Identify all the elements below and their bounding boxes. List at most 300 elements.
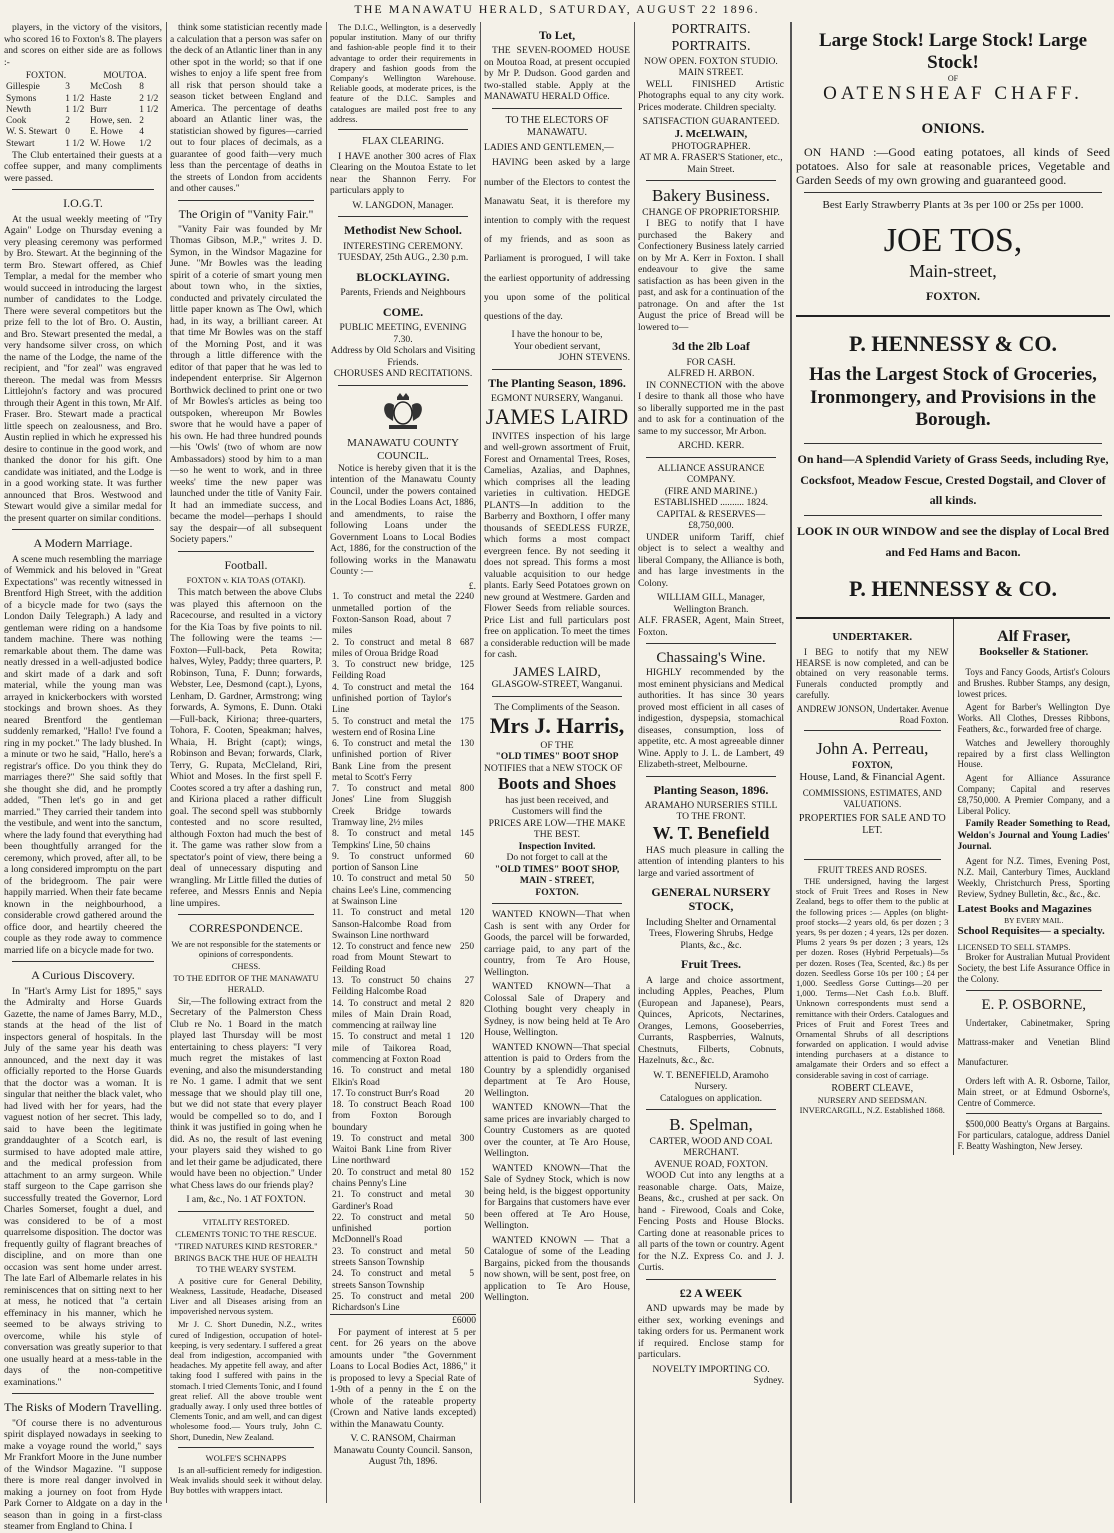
fraser-text: Toys and Fancy Goods, Artist's Colours and Brushes. Rubber Stamps, any design, lowest prices.: [957, 666, 1110, 699]
fraser-stationer-line: AT MR A. FRASER'S Stationer, etc., Main Street.: [639, 152, 783, 175]
fraser-agent: ALF. FRASER, Agent, Main Street, Foxton.: [638, 615, 784, 638]
table-row: [330, 908, 476, 942]
compliments-line: The Compliments of the Season.: [494, 701, 620, 713]
bottom-ads: [796, 619, 1110, 1155]
family-reader: Family Reader Something to Read, Weldon's Journal and Young Ladies' Journal.: [957, 819, 1110, 853]
work-amount: 60: [464, 851, 474, 862]
table-row: [330, 1292, 476, 1315]
cell: McCosh: [89, 82, 122, 93]
table-row: [330, 1269, 476, 1292]
table-row: [4, 139, 162, 150]
match-intro: players, in the victory of the visitors, who scored 16 to Foxton's 8. The players and scores on either side are as follows :-: [4, 22, 162, 68]
stevens-sign: JOHN STEVENS.: [558, 352, 630, 364]
work-description: 16. To construct and metal Elkin's Road: [332, 1066, 452, 1088]
wanted-ad: WANTED KNOWN—That the Sale of Sydney Stock, which is now being held, is the biggest opportunity for Bargains that customers have ever been offered at Te Aro House, Wellington.: [484, 1162, 630, 1232]
cell: Newth: [6, 104, 31, 115]
benefield-sign: W. T. BENEFIELD, Aramoho Nursery.: [653, 1069, 769, 1093]
flax-sign: W. LANGDON, Manager.: [352, 199, 454, 211]
work-description: 18. To construct Beach Road from Foxton Borough boundary: [332, 1100, 452, 1133]
correspondence-heading: CORRESPONDENCE.: [189, 921, 303, 936]
work-description: 21. To construct and metal Gardiner's Road: [332, 1190, 452, 1212]
column-3: [330, 22, 476, 1505]
work-amount: 130: [459, 739, 474, 750]
divider: [796, 315, 1110, 317]
divider: [966, 990, 1103, 991]
carter-line: CARTER, WOOD AND COAL MERCHANT.: [649, 1135, 773, 1159]
work-amount: 125: [459, 660, 474, 671]
laird-name: JAMES LAIRD: [485, 404, 629, 430]
table-row: [330, 683, 476, 717]
bakery-text: I BEG to notify that I have purchased the Bakery and Confectionery Business lately carried on by Mr A. Kerr in Foxton. I shall endeavour to give the same satisfaction as has been given in the past, and ask for a continuation of the patronage. On and after the 1st August the price of Bread will be lowered to—: [638, 218, 784, 333]
travel-article: "Of course there is no adventurous spirit displayed nowadays in seeking to make a voyage round the world," says Mr Frankfort Moore in the June number of the Windsor Magazine. "I suppose there is more real danger involved in making a journey on foot from Hyde Park Corner to Aldgate on a day in the season than in going in a first-class steamer from England to China. I: [4, 1417, 162, 1533]
received-line: has just been received, and Customers will find the: [505, 794, 609, 818]
iogt-article: At the usual weekly meeting of "Try Again" Lodge on Thursday evening a very pleasing ceremony was performed by Bro. Stewart. At the beginning of the term Bro. Stewart offered, as Chief Templar, a medal for the member who would succeed in introducing the largest number of candidates to the Lodge. There were several competitors but the prize fell to the lot of Bro. O. Austin, and Bro. Stewart presented the medal, a very handsome silver cross, on which the name of the Lodge, the name of the recipient, and "for zeal" was engraved thereon. The medal was from Messrs Littlejohn's factory and was procured through their Agent in this town, Mr Alf. Fraser. Bro. Stewart made a practical little speech on zealousness, and Bro. Austin replied in which he expressed his desire to continue in the good work, and thanked the donor for his gift. One candidate was initiated, and the Lodge is in a good working state. It was further announced that Bros. Westwood and Stewart would give a similar medal for the present quarter on similar conditions.: [4, 213, 162, 524]
work-amount: 175: [459, 716, 474, 727]
table-row: [330, 1032, 476, 1066]
kerr-sign: ARCHD. KERR.: [677, 440, 745, 452]
vanity-fair-heading: The Origin of "Vanity Fair.": [178, 206, 314, 221]
correspondence-note: We are not responsible for the statements or opinions of correspondents.: [171, 938, 321, 960]
hearse-text: I BEG to notify that my NEW HEARSE is now completed, and can be obtained on very reasonable terms. Funerals conducted promptly and carefully.: [796, 646, 949, 700]
table-row: [330, 976, 476, 999]
column-4: [484, 22, 630, 1505]
school-line: School Requisites— a specialty.: [957, 924, 1105, 937]
cell: Howe, sen.: [89, 116, 132, 127]
table-row: [330, 874, 476, 908]
agent-papers: Agent for N.Z. Times, Evening Post, N.Z. Mail, Canterbury Times, Auckland Weekly, Christchurch Press, Sporting Review, Sydney Bulletin, &c., &c., &c.: [957, 856, 1110, 899]
tolet-heading: To Let,: [538, 28, 576, 42]
week-heading: £2 A WEEK: [679, 1285, 743, 1300]
cell: W. S. Stewart: [6, 127, 58, 138]
joetos-town: FOXTON.: [925, 289, 981, 304]
commissions-line: COMMISSIONS, ESTIMATES, AND VALUATIONS.: [802, 787, 942, 809]
table-row: [330, 1247, 476, 1270]
column-rule: [790, 22, 792, 1503]
latest-books: Latest Books and Magazines: [957, 902, 1092, 915]
onions-heading: ONIONS.: [921, 121, 985, 138]
mail-line: BY EVERY MAIL.: [1004, 915, 1064, 925]
stock-heading: Large Stock! Large Stock! Large Stock!: [818, 30, 1088, 73]
cell: 2 1/2: [139, 93, 159, 104]
work-description: 7. To construct and metal Jones' Line from Sluggish Creek Bridge towards Tramway line, 2½ miles: [332, 784, 452, 829]
divider: [178, 1447, 314, 1448]
chess-sign: I am, &c., No. 1 AT FOXTON.: [186, 1194, 306, 1206]
kerr-text: IN CONNECTION with the above I desire to thank all those who have so liberally supported me in the past and to ask for a continuation of the same to my successor, Mr Arbon.: [638, 379, 784, 437]
divider: [804, 192, 1102, 193]
table-row: [4, 94, 162, 105]
work-description: 8. To construct and metal Tempkins' Line, 50 chains: [332, 829, 452, 851]
oaten-heading: OATENSHEAF CHAFF.: [823, 83, 1083, 105]
servant-line: Your obedient servant,: [513, 340, 601, 352]
cell: 1 1/2: [65, 104, 85, 115]
capital-line: CAPITAL & RESERVES— £8,750,000.: [656, 508, 766, 532]
tired-line: "TIRED NATURES KIND RESTORER.": [174, 1241, 318, 1252]
table-row: [330, 717, 476, 740]
score-head-moutoa: MOUTOA.: [103, 71, 147, 81]
novelty-line: NOVELTY IMPORTING CO.: [652, 1363, 770, 1375]
aramaho-line: ARAMAHO NURSERIES STILL TO THE FRONT.: [644, 799, 778, 823]
table-row: [330, 1213, 476, 1247]
table-row: [330, 852, 476, 875]
column-rule: [326, 22, 327, 1503]
table-row: [330, 592, 476, 637]
football-heading: Football.: [224, 557, 268, 572]
divider: [178, 914, 314, 915]
cell: 8: [139, 82, 144, 93]
wanted-ad: WANTED KNOWN — That a Catalogue of some of the Leading Bargains, picked from the thousands now shown, will be sent, post free, on application to Te Aro House, Wellington.: [484, 1234, 630, 1304]
week-text: AND upwards may be made by either sex, working evenings and taking orders for us. Permanent work if required. Enclose stamp for particulars.: [638, 1303, 784, 1360]
divider: [12, 189, 154, 190]
work-amount: 180: [459, 1066, 474, 1077]
chassaing-text: HIGHLY recommended by the most eminent physicians and Medical authorities. It has since 30 years proved most efficient in all cases of indigestion, dyspepsia, stomachical diseases, consumption, loss of appetite, etc. A most agreeable dinner Wine. Apply to J. L. de Lambert, 49 Elizabeth-street, Melbourne.: [638, 667, 784, 771]
work-description: 25. To construct and metal Richardson's Line: [332, 1291, 452, 1314]
cell: Haste: [89, 93, 112, 104]
dic-ad: The D.I.C., Wellington, is a deservedly popular institution. Many of our thrifty and fashion-able people find it to their advantage to order their requirements in drapery and fashion goods from the Company's Wellington Warehouse. Reliable goods, at moderate prices, is the feature of the D.I.C. Samples and catalogues are mailed post free to any address.: [330, 22, 476, 124]
cell: 4: [139, 127, 144, 138]
discovery-heading: A Curious Discovery.: [31, 968, 135, 983]
testimonial: Mr J. C. Short Dunedin, N.Z., writes cured of Indigestion, occupation of hotel-keeping, is very sedentary. I suffered a great deal from indigestion, accompanied with headaches. My appetite fell away, and after taking food I suffered with pains in the stomach. I tried Clements Tonic, and I found great relief. All the above trouble went gradually away. I only used three bottles of Clements Tonic, and am well, and can digest wholesome food.— Yours truly, John C. Short, Dunedin, New Zealand.: [170, 1319, 322, 1442]
marriage-heading: A Modern Marriage.: [33, 536, 133, 551]
wanted-ad: WANTED KNOWN—That a Colossal Sale of Drapery and Clothing bought very cheaply in Sydney, is now being held at Te Aro House, Wellington.: [484, 981, 630, 1039]
football-article: This match between the above Clubs was played this afternoon on the Racecourse, and resulted in a victory for the Kia Toas by five points to nil. The following were the teams :— Foxton—Full-back, Peta Rowita; halves, Wyley, Paddy; three quarters, P. Robinson, Tuna, F. Dunn; forwards, Webster, Lee, Desmond (capt.), Lyons, Lenham, D. Gardner, Armstrong; wing forwards, A. Symons, E. Dunn. Otaki—Full-back, Kiriona; three-quarters, Tohora, F. Cooten, Speakman; halves, Whaia, H. Bright (capt); wings, Robinson and Bevan; forwards, Clark, Terry, G. Rupata, McCleland, Riri, Whiot and Moses. In the first spell F. Cootes scored a try after a dashing run, and Kiriona placed a rather difficult goal. The second spell was stubbornly contested and no score resulted, although Foxton had much the best of it. The game was rather slow from a spectator's point of view, there being a deal of unnecessary disputing and wrangling. Mr Little filled the duties of referee, and Messrs Ennis and Nepia line umpires.: [170, 587, 322, 909]
tolet-text: THE SEVEN-ROOMED HOUSE on Moutoa Road, at present occupied by Mr P. Dudson. Good garden and two-stalled stable. Apply at the MANAWATU HERALD Office.: [484, 45, 630, 103]
column-1: [4, 22, 162, 1533]
royal-crest-icon: [373, 391, 433, 433]
prices-line: PRICES ARE LOW—THE MAKE THE BEST.: [488, 817, 626, 841]
blocklaying: BLOCKLAYING.: [356, 269, 450, 284]
fraser-name: Alf Fraser,: [997, 627, 1071, 645]
benefield-text: HAS much pleasure in calling the attention of intending planters to his large and varied assortment of: [638, 844, 784, 879]
planting96-heading: Planting Season, 1896.: [653, 782, 769, 797]
ofthe-line: OF THE: [540, 739, 574, 751]
mcelwain-name: J. McELWAIN,: [674, 127, 748, 140]
column-6: [796, 22, 1110, 1505]
score-head-row: [4, 71, 162, 82]
travel-cont: think some statistician recently made a calculation that a person was safer on the deck of an Atlantic liner than in any other spot in the world; so that if one wishes to enjoy a life spent free from all risk that person should take a season ticket between England and America. The percentage of deaths aboard an Atlantic liner was, the statistician showed by figures—carried out to four places of decimals, as a guarantee of good faith—very much less than the percentage of deaths in the streets of London from accidents and other causes.": [170, 22, 322, 194]
established-line: ESTABLISHED .......... 1824.: [653, 497, 769, 509]
benefield-name: W. T. Benefield: [652, 822, 770, 843]
bottom-right: [958, 619, 1111, 1155]
cleave-name: ROBERT CLEAVE,: [831, 1082, 914, 1094]
discovery-article: In "Hart's Army List for 1895," says the Admiralty and Horse Guards Gazette, the name of James Barry, M.D., stands at the head of the list of inspectors general of hospitals. In the July of the same year his death was announced, and the next day it was officially reported to the Horse Guards that the doctor was a woman. It is singular that neither the black valet, who had lived with her for years, had the vaguest notion of her secret. This lady, said to have been the legitimate granddaughter of a Scotch earl, is surmised to have adopted male attire, and the medical profession from attachment to an army surgeon. While staff surgeon to the Cape garrison she successfully treated the Governor, Lord Charles Somerset, fought a duel, and was considered to be of a most quarrelsome disposition. The doctor was frequently guilty of flagrant breaches of discipline, and on more than one occasion was sent home under arrest. The late Earl of Albemarle relates in his reminiscences that on sitting next to her at mess, he noticed that "a certain effeminacy in his manner, which he seemed to be always striving to overcome, while his style of conversation was greatly superior to that one usually heard at a mess-table in the days of the non-competitive examinations.": [4, 985, 162, 1388]
table-row: [330, 999, 476, 1033]
work-description: 1. To construct and metal the unmetalled portion of the Foxton-Sanson Road, about 7 miles: [332, 592, 452, 637]
divider: [646, 1279, 776, 1280]
travel-heading: The Risks of Modern Travelling.: [4, 1400, 162, 1415]
osborne-text: Undertaker, Cabinetmaker, Spring Mattrass-maker and Venetian Blind Manufacturer.: [957, 1017, 1110, 1068]
work-amount: 100: [459, 1100, 474, 1111]
joetos-street: Main-street,: [909, 261, 997, 282]
sydney-line: Sydney.: [753, 1375, 784, 1386]
wanted-ad: WANTED KNOWN—That special attention is paid to Orders from the Country by a splendidly organised department at Te Aro House, Wellington.: [484, 1041, 630, 1099]
cell: 1/2: [139, 138, 152, 149]
divider: [492, 903, 622, 904]
chassaing-heading: Chassaing's Wine.: [656, 650, 766, 667]
photographer-line: PHOTOGRAPHER.: [671, 140, 751, 152]
perreau-name: John A. Perreau,: [816, 739, 929, 759]
work-amount: 164: [459, 682, 474, 693]
properties-line: PROPERTIES FOR SALE AND TO LET.: [798, 813, 946, 837]
divider: [12, 961, 154, 962]
chess-heading: CHESS.: [231, 961, 261, 972]
divider: [804, 730, 941, 731]
divider: [178, 551, 314, 552]
methodist-public: PUBLIC MEETING, EVENING 7.30.: [339, 322, 467, 345]
iogt-heading: I.O.G.T.: [63, 196, 103, 211]
table-row: [4, 116, 162, 127]
beatty-ad: $500,000 Beatty's Organs at Bargains. For particulars, catalogue, address Daniel F. Beatty Washington, New Jersey.: [957, 1119, 1110, 1151]
divider: [646, 1109, 776, 1110]
cell: 1 1/2: [65, 93, 85, 104]
vanity-fair-article: "Vanity Fair was founded by Mr Thomas Gibson, M.P.," writes J. D. Symon, in the Windsor Magazine for June. "Mr Bowles was the leading spirit of a coterie of smart young men about town who, in the sixties, conducted and privately circulated the little paper known as The Owl, which had, in its way, a brilliant career. At that time Mr Bowles was on the staff of the Morning Post, and it was through a little difference with the editor of that paper that he was led to independent enterprise. Sir Algernon Borthwick declined to print one or two of Mr Bowles's articles as being too outspoken, whereupon Mr Bowles swore that he would have a paper of his own. He had three hundred pounds—his 'Owls' (two of whom are now Ambassadors) stood by him to a man—so he went to work, and in three weeks' time the new paper was launched under the title of Vanity Fair. It had an immediate success, and became the model—perhaps I should say the despair—of all subsequent Society papers.": [170, 223, 322, 546]
pound-header: £.: [468, 580, 476, 592]
joetos-name: JOE TOS,: [883, 221, 1023, 259]
divider: [338, 385, 468, 386]
divider: [804, 443, 1102, 444]
table-row: [330, 1168, 476, 1191]
score-head-foxton: FOXTON.: [25, 71, 67, 81]
cleave-info: NURSERY AND SEEDSMAN. INVERCARGILL, N.Z. Established 1868.: [799, 1094, 945, 1116]
column-2: [170, 22, 322, 1505]
undertaker-heading: UNDERTAKER.: [832, 630, 913, 643]
work-amount: 30: [464, 1190, 474, 1201]
divider: [12, 529, 154, 530]
jonson-sign: ANDREW JONSON, Undertaker. Avenue Road Foxton.: [796, 703, 949, 725]
agent-dye: Agent for Barber's Wellington Dye Works. All Clothes, Dresses Ribbons, Feathers, &c., forwarded free of charge.: [957, 702, 1110, 734]
table-row: [330, 1089, 476, 1100]
bookseller-line: Bookseller & Stationer.: [979, 645, 1089, 658]
bakery-heading: Bakery Business.: [651, 186, 771, 206]
fruit-text: A large and choice assortment, including Apples, Peaches, Plum (European and Japanese), Pears, Quinces, Apricots, Nectarines, Oranges, Lemons, Gooseberries, Currants, Raspberries, Walnuts, Chestnuts, Filberts, Cobnuts, Hazelnuts, &c., &c.: [638, 974, 784, 1067]
table-row: [330, 660, 476, 683]
including-line: Including Shelter and Ornamental Trees, Flowering Shrubs, Hedge Plants, &c., &c.: [645, 916, 777, 951]
wanted-ad: WANTED KNOWN—That the same prices are invariably charged to Country Customers as are quoted over the counter, at Te Aro House, Wellington.: [484, 1102, 630, 1160]
cell: 2: [65, 116, 70, 127]
mainst-line: MAIN - STREET,: [519, 875, 595, 887]
onhand-text: ON HAND :—Good eating potatoes, all kinds of Seed potatoes. Also for sale at reasonable prices, Vegetable and Garden Seeds of my own growing and guaranteed good.: [796, 145, 1110, 187]
football-sub: FOXTON v. KIA TOAS (OTAKI).: [186, 575, 306, 586]
methodist-sub: INTERESTING CEREMONY.: [343, 240, 463, 252]
work-description: 14. To construct and metal 2 miles of Main Drain Road, commencing at railway line: [332, 998, 452, 1032]
alliance-heading: ALLIANCE ASSURANCE COMPANY.: [657, 462, 765, 486]
column-rule: [634, 22, 635, 1503]
divider: [12, 1393, 154, 1394]
wolfe-heading: WOLFE'S SCHNAPPS: [205, 1452, 287, 1463]
work-amount: 2240: [455, 592, 474, 603]
cell: 1 1/2: [65, 138, 85, 149]
wood-text: WOOD Cut into any lengths at a reasonable charge. Oats, Maize, Beans, &c., crushed at per sack. On hand - Firewood, Coals and Coke, Fencing Posts and House Blocks. Carting done at reasonable prices to all parts of the town or country. Agent for the N.Z. Express Co. and J. J. Curtis.: [638, 1170, 784, 1274]
work-amount: 687: [459, 637, 474, 648]
cell: Stewart: [6, 138, 35, 149]
work-description: 20. To construct and metal 80 chains Penny's Line: [332, 1167, 452, 1190]
clements-line: CLEMENTS TONIC TO THE RESCUE.: [175, 1228, 317, 1239]
work-amount: 200: [459, 1291, 474, 1302]
methodist-date: TUESDAY, 25th AUG., 2.30 p.m.: [337, 252, 469, 264]
oldtimes2-line: "OLD TIMES" BOOT SHOP,: [494, 863, 620, 875]
work-amount: 20: [464, 1088, 474, 1099]
methodist-chorus: CHORUSES AND RECITATIONS.: [333, 368, 473, 380]
perreau-town: FOXTON,: [851, 759, 893, 770]
marriage-article: A scene much resembling the marriage of Wemmick and his beloved in "Great Expectations" was recently witnessed in Brentford High Street, with the addition of a bicycle made for two (says the London Daily Telegraph.) A lady and gentleman were riding on a handsome tandem machine. There was nothing remarkable about them. The dame was neatly dressed in a well-adjusted bodice and skirt made of a dark and soft material, while the young man was arrayed in knickerbockers with worsted stockings and brown shoes. As they neared Brentford the gentleman suddenly remarked, "Hallo! I've found a ring in my pocket." The lady blushed. In a minute or two he said, "Hallo, here's a registrar's office. Do you think they do marriages there?" She said softly that she thought she did, and he promptly added, "Then let's go in and get married." They carried their tandem into the vestibule, and went into the sanctum, where the lady found that everything had been thoughtfully arranged for the ceremony, which proved, after all, to be a long considered impromptu on the part of the bridegroom. The pair were happily married. When their fate became known in the neighbourhood, a considerable crowd gathered around the office door, and heartily cheered the couple as they rode away to commence married life on a bicycle made for two.: [4, 553, 162, 956]
cell: 2: [139, 116, 144, 127]
arbon-sign: ALFRED H. ARBON.: [667, 368, 755, 380]
divider: [966, 1113, 1103, 1114]
divider: [646, 643, 776, 644]
hennessy-name: P. HENNESSY & CO.: [848, 331, 1058, 357]
hennessy-name-2: P. HENNESSY & CO.: [848, 576, 1058, 602]
watches-text: Watches and Jewellery thoroughly repaired by a first class Wellington House.: [957, 737, 1110, 770]
column-rule: [480, 22, 481, 1503]
table-row: [330, 739, 476, 784]
table-row: [330, 784, 476, 829]
work-amount: 50: [464, 1246, 474, 1257]
seeds-text: On hand—A Splendid Variety of Grass Seeds, including Rye, Cocksfoot, Meadow Fescue, Crested Dogstail, and Clover of all kinds.: [797, 452, 1109, 507]
cell: E. Howe: [89, 127, 123, 138]
work-description: 5. To construct and metal the western end of Rosina Line: [332, 716, 452, 738]
methodist-address: Address by Old Scholars and Visiting Friends.: [330, 345, 476, 368]
masthead: THE MANAWATU HERALD, SATURDAY, AUGUST 22 1896.: [354, 2, 760, 16]
notifies-line: NOTIFIES that a NEW STOCK OF: [484, 762, 623, 774]
avenue-line: AVENUE ROAD, FOXTON.: [654, 1158, 768, 1170]
council-notice: Notice is hereby given that it is the intention of the Manawatu County Council, under the powers contained in the Local Bodies Loans Act, 1886, and amendments, to raise the following Loans under the Government Loans to Local Bodies Act, 1886, for the construction of the following works in the Manawatu County :—: [330, 462, 476, 578]
forget-line: Do not forget to call at the: [506, 852, 608, 864]
council-sign: V. C. RANSOM, Chairman Manawatu County Council. Sanson, August 7th, 1896.: [333, 1433, 473, 1468]
work-description: 23. To construct and metal streets Sanson Township: [332, 1246, 452, 1269]
methodist-come: COME.: [382, 304, 424, 319]
works-table: [330, 592, 476, 1314]
work-description: 15. To construct and metal 1 mile of Taikorea Road, commencing at Foxton Road: [332, 1032, 452, 1065]
work-amount: 820: [459, 998, 474, 1009]
divider: [178, 200, 314, 201]
oldtimes-line: "OLD TIMES" BOOT SHOP: [495, 751, 619, 763]
table-row: [4, 127, 162, 138]
catalogues-line: Catalogues on application.: [659, 1092, 763, 1104]
orders-text: Orders left with A. R. Osborne, Tailor, Main street, or at Edmund Osborne's, Centre of Commerce.: [957, 1076, 1110, 1108]
divider: [178, 1211, 314, 1212]
work-amount: 152: [459, 1167, 474, 1178]
spelman-name: B. Spelman,: [669, 1115, 753, 1135]
osborne-name: E. P. OSBORNE,: [981, 996, 1087, 1013]
chess-letter: Sir,—The following extract from the Secretary of the Palmerston Chess Club re No. 1 Board in the match played last Thursday will be most entertaining to chess players: "I very much regret the mistakes of last evening, and also the misunderstanding re No. 1 game. I admit that we sent message that we should play till one, but we did not state that every player would be compelled so to do, and I think it was justified in going when he did. As no, the result of last evening your players said they wished to go and let their game be adjudicated, there would have been no objection." Under what Chess laws do our friends play?: [170, 995, 322, 1191]
table-row: [330, 1134, 476, 1168]
work-description: 11. To construct and metal Sanson-Halcombe Road from Swainson Line northward: [332, 908, 452, 941]
strawberry-line: Best Early Strawberry Plants at 3s per 100 or 25s per 1000.: [822, 199, 1084, 212]
work-description: 4. To construct and metal the unfinished portion of Taylor's Line: [332, 682, 452, 716]
column-5: [638, 22, 784, 1505]
foxton-line: FOXTON.: [535, 886, 579, 898]
work-description: 12. To construct and fence new road from Mount Stewart to Feilding Road: [332, 942, 452, 975]
change-line: CHANGE OF PROPRIETORSHIP.: [642, 206, 780, 218]
divider: [646, 180, 776, 181]
cell: Gillespie: [6, 82, 40, 93]
table-row: [4, 105, 162, 116]
table-row: [330, 1100, 476, 1134]
council-rate: For payment of interest at 5 per cent. for 26 years on the above amounts under "the Government Loans to Local Bodies Act, 1886," it is proposed to levy a Special Rate of 1-9th of a penny in the £ on the whole of the rateable property (Crown and Native lands excepted) within the Manawatu County.: [330, 1326, 476, 1430]
fire-line: (FIRE AND MARINE.): [664, 485, 758, 497]
methodist-heading: Methodist New School.: [344, 223, 462, 238]
divider: [646, 776, 776, 777]
work-description: 3. To construct new bridge, Feilding Road: [332, 660, 452, 682]
work-amount: 27: [464, 975, 474, 986]
vitality-heading: VITALITY RESTORED.: [202, 1216, 290, 1227]
broker-text: Broker for Australian Mutual Provident Society, the best Life Assurance Office in the Colony.: [957, 952, 1110, 984]
work-description: 13. To construct 50 chains Feilding Halcombe Road: [332, 975, 452, 998]
supper-text: The Club entertained their guests at a coffee supper, and many compliments were passed.: [4, 149, 162, 184]
harris-name: Mrs J. Harris,: [489, 713, 625, 739]
work-description: 19. To construct and metal Waitoi Bank Line from River Line northward: [332, 1133, 452, 1167]
inspection-line: Inspection Invited.: [518, 840, 596, 852]
table-row: [330, 1066, 476, 1089]
divider: [338, 216, 468, 217]
well-text: WELL FINISHED Artistic Photographs equal to any city work. Prices moderate. Children specialty.: [638, 78, 784, 113]
forcash-line: FOR CASH.: [686, 356, 736, 368]
studio-line: NOW OPEN. FOXTON STUDIO. MAIN STREET.: [644, 55, 778, 79]
work-description: 22. To construct and metal unfinished portion McDonnell's Road: [332, 1212, 452, 1246]
column-rule: [166, 22, 167, 1503]
brings-line: BRINGS BACK THE HUE OF HEALTH TO THE WEARY SYSTEM.: [174, 1253, 318, 1274]
general-stock: GENERAL NURSERY STOCK,: [651, 885, 771, 914]
work-amount: 120: [459, 908, 474, 919]
divider: [338, 129, 468, 130]
flax-heading: FLAX CLEARING.: [362, 135, 444, 147]
boots-heading: Boots and Shoes: [497, 774, 617, 794]
work-description: 10. To construct and metal 50 chains Lee's Line, commencing at Swainson Line: [332, 874, 452, 908]
cell: 0: [65, 127, 70, 138]
loaf-price: 3d the 2lb Loaf: [672, 339, 750, 354]
table-row: [330, 829, 476, 852]
bottom-left: [796, 619, 954, 1155]
work-description: 6. To construct and metal the unfinished portion of River Bank Line from the present metal to Scott's Ferry: [332, 739, 452, 783]
divider: [646, 457, 776, 458]
hennessy-largest: Has the Largest Stock of Groceries, Ironmongery, and Provisions in the Borough.: [809, 363, 1097, 431]
electors-text: HAVING been asked by a large number of the Electors to contest the Manawatu Seat, it is therefore my intention to comply with the request of my friends, and as soon as Parliament is prorogued, I will take the earliest opportunity of addressing you upon some of the political questions of the day.: [484, 157, 630, 322]
score-table: [4, 71, 162, 150]
work-description: 9. To construct unformed portion of Sanson Line: [332, 851, 452, 874]
satisfaction-line: SATISFACTION GUARANTEED.: [642, 116, 780, 128]
divider: [804, 859, 941, 860]
table-row: [330, 942, 476, 976]
cell: 1 1/2: [139, 104, 159, 115]
work-amount: 50: [464, 874, 474, 885]
portraits-heading: PORTRAITS. PORTRAITS.: [671, 22, 751, 54]
gill-sign: WILLIAM GILL, Manager, Wellington Branch.: [657, 592, 765, 615]
laird-sign: JAMES LAIRD,: [513, 663, 601, 679]
house-land-line: House, Land, & Financial Agent.: [799, 770, 946, 783]
methodist-parents: Parents, Friends and Neighbours: [340, 287, 466, 299]
cell: W. Howe: [89, 138, 126, 149]
work-amount: 800: [459, 784, 474, 795]
electors-heading: TO THE ELECTORS OF MANAWATU.: [505, 114, 609, 138]
laird-text: INVITES inspection of his large and well-grown assortment of Fruit, Forest and Ornamental Trees, Roses, Camelias, Azalias, and Daphnes, which comprises all the leading varieties in cultivation. HEDGE PLANTS—In addition to the Barberry and Boxthorn, I offer many thousands of SEEDLESS FURZE, which forms a most compact evergreen fence. By not seeding it does not spread. This forms a most valuable acquisition to our hedge plants. Early Seed Potatoes grown on new ground at Westmere. Garden and Flower Seeds from reliable sources. Price List and full particulars post free on application. To meet the times a considerable reduction will be made for cash.: [484, 430, 630, 661]
chess-to: TO THE EDITOR OF THE MANAWATU HERALD.: [173, 973, 319, 994]
divider: [804, 515, 1102, 516]
egmont-line: EGMONT NURSERY, Wanganui.: [491, 392, 623, 404]
table-row: [330, 1190, 476, 1213]
fruit-heading: Fruit Trees.: [681, 957, 741, 972]
glasgow-line: GLASGOW-STREET, Wanganui.: [491, 679, 623, 691]
work-amount: 120: [459, 1032, 474, 1043]
planting-heading: The Planting Season, 1896.: [488, 375, 626, 390]
wanted-ad: WANTED KNOWN—That when Cash is sent with any Order for Goods, the parcel will be forwarded, carriage paid, to any part of the country, from Te Aro House, Wellington.: [484, 909, 630, 978]
table-row: [4, 82, 162, 93]
agent-alliance: Agent for Alliance Assurance Company; Capital and reserves £8,750,000. A Premier Company, and a Liberal Policy.: [957, 773, 1110, 816]
cleave-text: THE undersigned, having the largest stock of Fruit Trees and Roses in New Zealand, begs to offer them to the public at the following prices :— Apples (on blight-proof stocks—2 years old, 6s per dozen ; 3 years, 9s per dozen ; 4 years, 12s per dozen. Plums 2 years 9s per dozen ; 3 years, 12s per dozen. Roses (Hybrid Perpetuals)—5s per dozen. Roses (Tea, Scented, &c.) 8s per dozen. Seedless Gorse 10s per 100 ; £4 per 1,000. Seedless Gorse Cuttings—20 per 1,000. Terms—Net Cash f.o.b. Bluff. Unknown correspondents must send a remittance with their Orders. Catalogues and Prices of Fruit and Forest Trees and Ornamental Shrubs of all descriptions forwarded on application. I would advise intending purchasers at a distance to amalgamate their Orders and so effect a considerable saving in cost of carriage.: [796, 876, 949, 1080]
divider: [492, 696, 622, 697]
honour-line: I have the honour to be,: [511, 329, 603, 341]
divider: [492, 369, 622, 370]
window-text: LOOK IN OUR WINDOW and see the display of Local Bred and Fed Hams and Bacon.: [796, 524, 1110, 559]
work-description: 2. To construct and metal 8 miles of Oroua Bridge Road: [332, 637, 452, 659]
